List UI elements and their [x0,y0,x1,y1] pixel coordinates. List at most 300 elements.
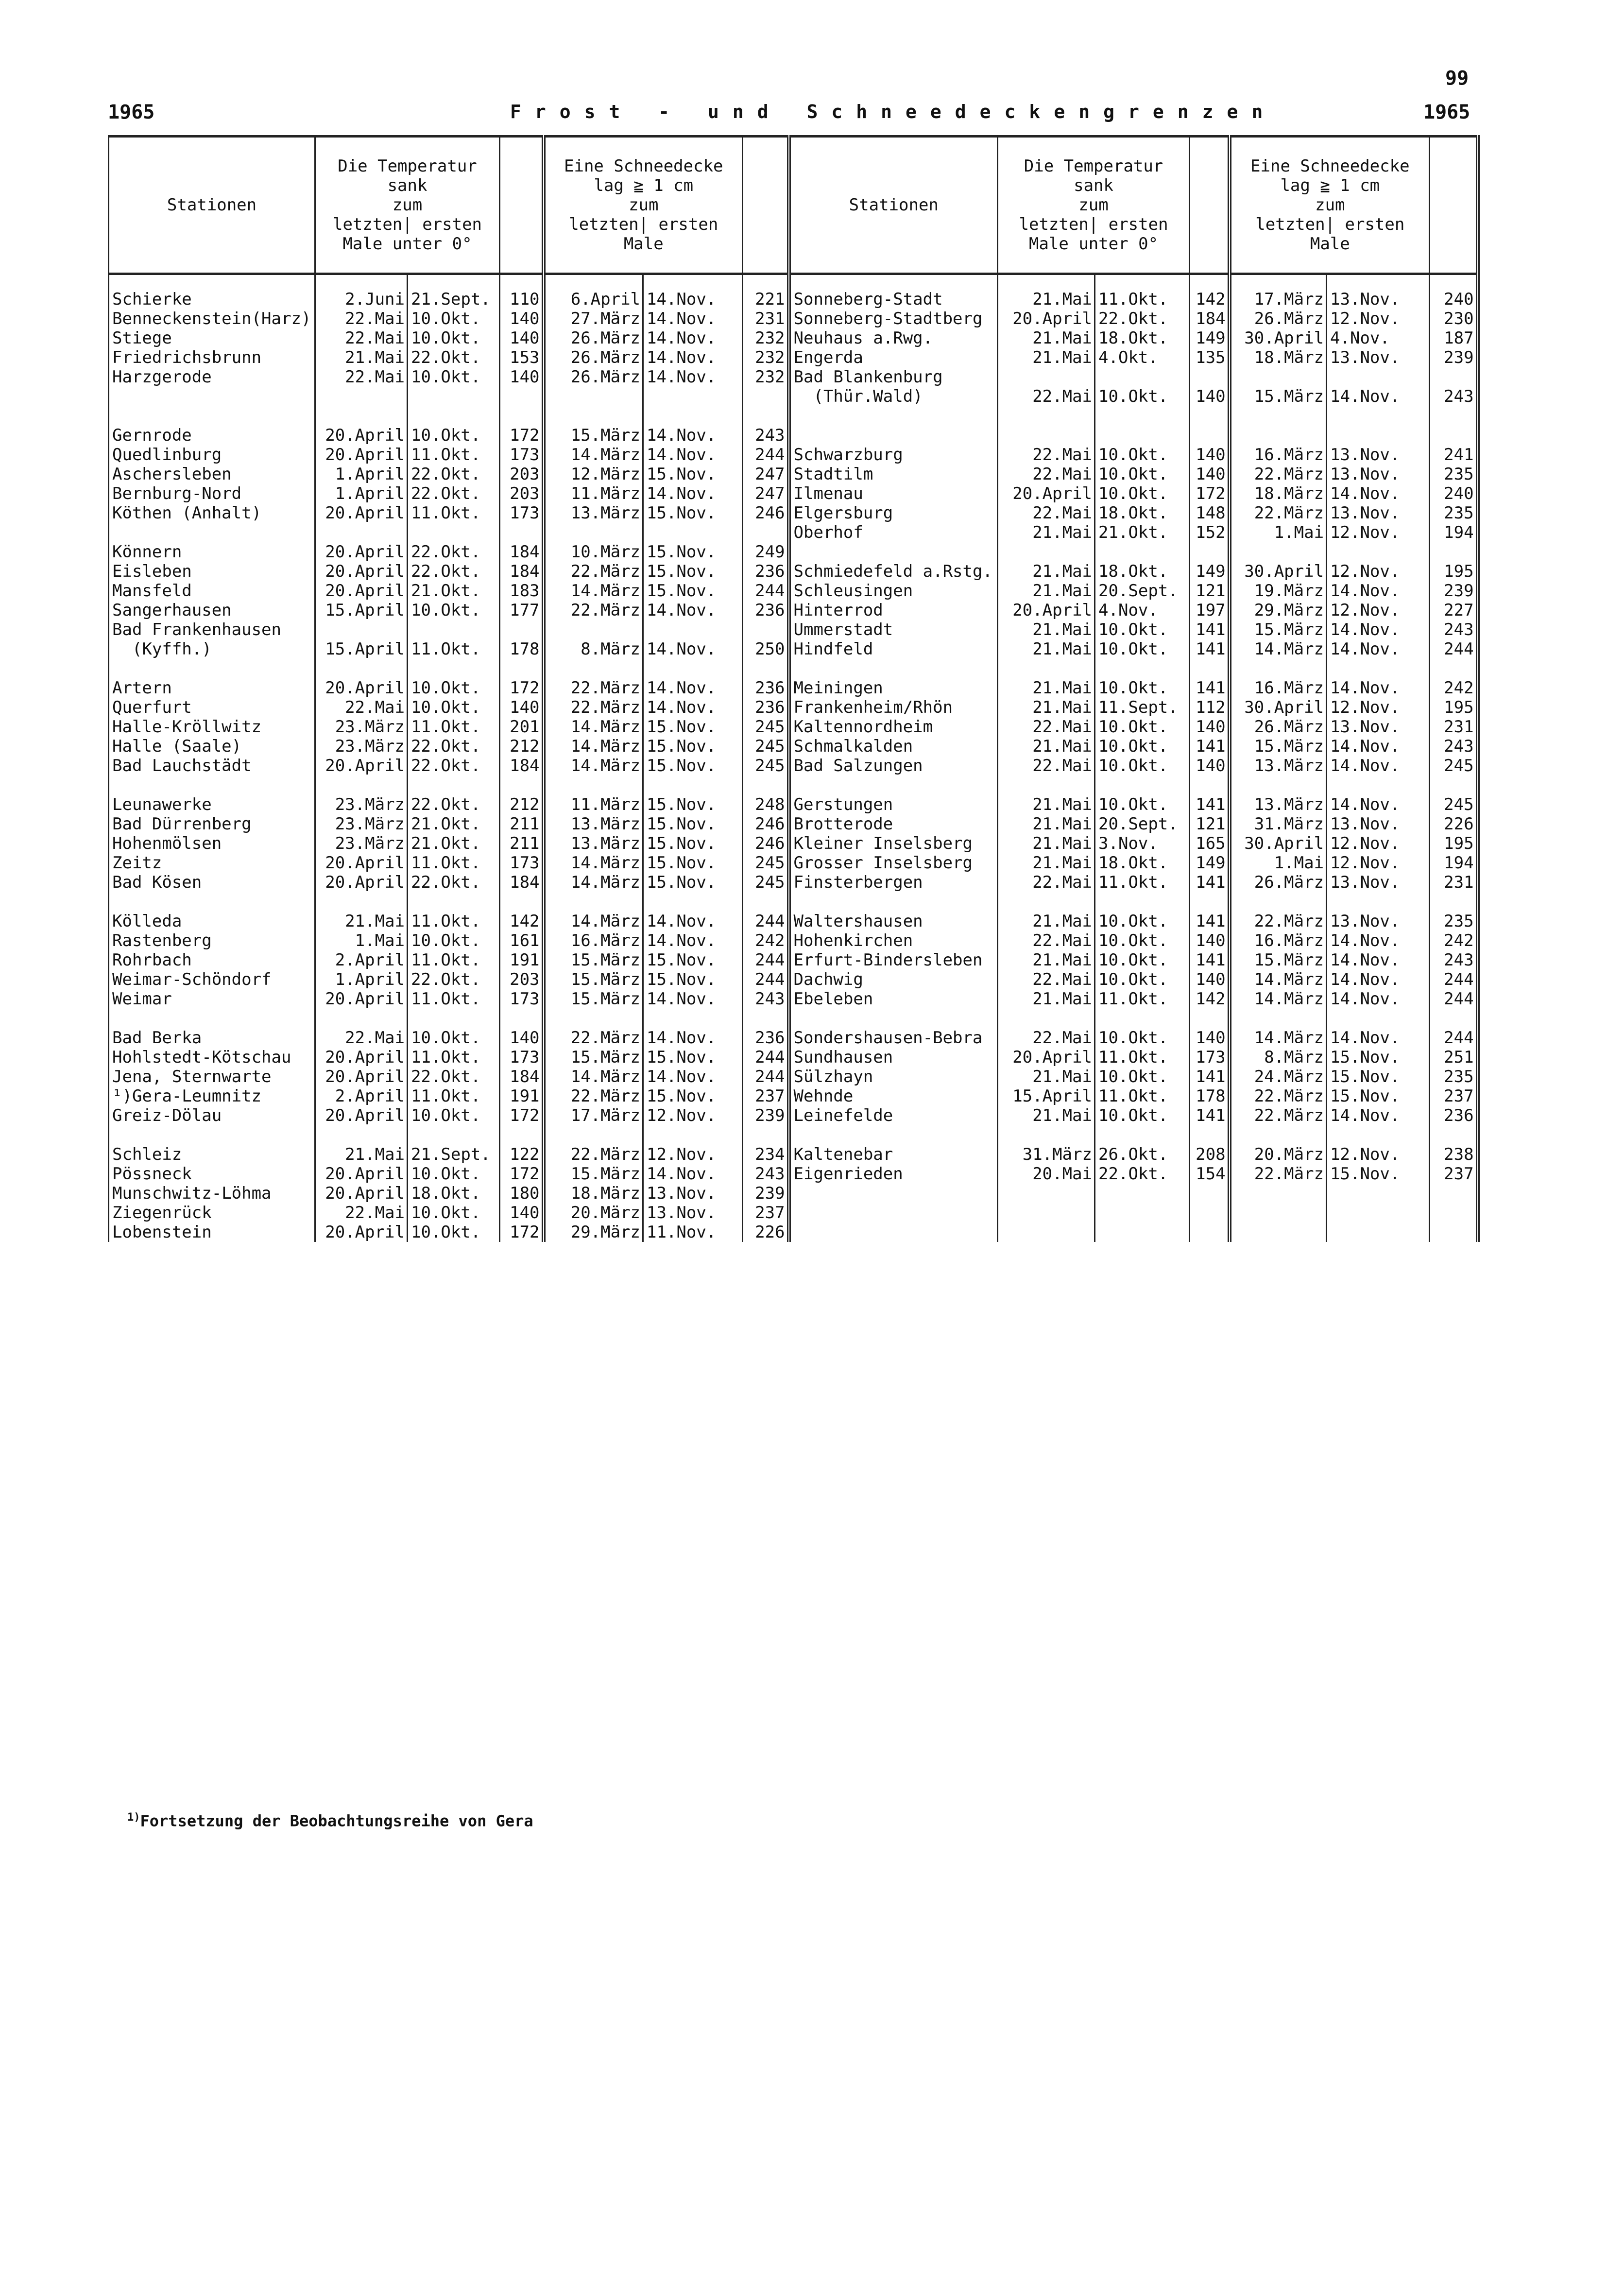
cell-left: 249 [743,542,789,562]
cell-left: 1.April [315,970,408,989]
cell-right: 10.Okt. [1095,678,1190,698]
cell-right [1095,542,1190,562]
cell-left: 22.Okt. [408,348,500,367]
cell-right: 21.Mai [998,989,1095,1009]
cell-right [1327,1203,1430,1223]
cell-right [998,1203,1095,1223]
cell-left: 22.Mai [315,698,408,717]
cell-left: 201 [500,717,544,737]
cell-left: 191 [500,950,544,970]
cell-right [1095,1125,1190,1145]
table-row [109,367,1478,387]
cell-left: 22.Okt. [408,542,500,562]
cell-left [743,1009,789,1028]
cell-left: 15.Nov. [643,1086,743,1106]
cell-left: 23.März [315,737,408,756]
cell-left: 231 [743,309,789,328]
cell-left: 247 [743,484,789,503]
cell-right [1230,1203,1327,1223]
cell-left: 15.März [544,1048,643,1067]
cell-right [1230,542,1327,562]
table-row [109,698,1478,717]
cell-right: 10.Okt. [1095,465,1190,484]
cell-right: 21.Okt. [1095,523,1190,542]
cell-right: 244 [1430,1028,1478,1048]
cell-right: 18.Okt. [1095,503,1190,523]
cell-left: 14.Nov. [643,1164,743,1184]
cell-left [743,406,789,426]
cell-left: 13.März [544,834,643,853]
cell-left: 22.März [544,562,643,581]
cell-left: 20.April [315,426,408,445]
cell-right: 178 [1190,1086,1230,1106]
cell-left: 11.Okt. [408,950,500,970]
cell-left: 172 [500,1223,544,1242]
cell-left: 14.Nov. [643,328,743,348]
cell-right: 4.Okt. [1095,348,1190,367]
table-row [109,1028,1478,1048]
cell-left: 11.Okt. [408,503,500,523]
cell-right: 12.Nov. [1327,834,1430,853]
cell-right: 20.Sept. [1095,814,1190,834]
cell-right: 142 [1190,989,1230,1009]
cell-left: 10.Okt. [408,367,500,387]
table-row [109,620,1478,639]
table-row [109,775,1478,795]
cell-right: (Thür.Wald) [789,387,998,406]
cell-left: 15.Nov. [643,814,743,834]
cell-left: 20.April [315,678,408,698]
cell-left: 8.März [544,639,643,659]
cell-left [743,1125,789,1145]
cell-right: 10.Okt. [1095,1067,1190,1086]
cell-right: 10.Okt. [1095,931,1190,950]
cell-left [643,659,743,678]
cell-left [315,1125,408,1145]
cell-right: 245 [1430,756,1478,775]
cell-left: 22.Mai [315,1203,408,1223]
cell-left: Querfurt [109,698,315,717]
cell-right: 140 [1190,717,1230,737]
cell-left [544,406,643,426]
cell-left: 14.Nov. [643,639,743,659]
cell-left: 14.Nov. [643,445,743,465]
cell-left: Sangerhausen [109,601,315,620]
cell-left: 12.Nov. [643,1145,743,1164]
cell-right: Neuhaus a.Rwg. [789,328,998,348]
cell-left: 239 [743,1184,789,1203]
cell-left: 22.März [544,1028,643,1048]
table-row [109,1086,1478,1106]
table-row [109,1223,1478,1242]
cell-left [643,892,743,912]
cell-right: 194 [1430,853,1478,873]
cell-right: 20.März [1230,1145,1327,1164]
cell-right: 15.März [1230,737,1327,756]
cell-right: Ebeleben [789,989,998,1009]
cell-left: 14.März [544,912,643,931]
cell-right [789,1184,998,1203]
cell-left: Hohlstedt-Kötschau [109,1048,315,1067]
cell-left: 122 [500,1145,544,1164]
cell-right: 22.Mai [998,756,1095,775]
cell-right: 31.März [1230,814,1327,834]
cell-right: 195 [1430,834,1478,853]
cell-left: 173 [500,503,544,523]
cell-right [789,775,998,795]
cell-right: 14.Nov. [1327,970,1430,989]
page-number: 99 [1445,67,1469,89]
cell-right: 22.Okt. [1095,1164,1190,1184]
cell-left: Halle (Saale) [109,737,315,756]
cell-right [1190,775,1230,795]
cell-right: 141 [1190,873,1230,892]
cell-left [643,620,743,639]
cell-left [315,406,408,426]
cell-left: 221 [743,274,789,310]
cell-left [408,387,500,406]
cell-right: 14.Nov. [1327,795,1430,814]
cell-right: 245 [1430,795,1478,814]
cell-right [1327,426,1430,445]
cell-right [1095,1223,1190,1242]
cell-right: 237 [1430,1164,1478,1184]
cell-right: 10.Okt. [1095,717,1190,737]
cell-right: 21.Mai [998,523,1095,542]
cell-left [643,1125,743,1145]
table-header-row [109,137,1478,274]
cell-left: 15.Nov. [643,795,743,814]
cell-left: Quedlinburg [109,445,315,465]
cell-left [408,659,500,678]
cell-right [1095,426,1190,445]
cell-left: Zeitz [109,853,315,873]
cell-left: 15.Nov. [643,834,743,853]
cell-left: 14.März [544,756,643,775]
cell-left: Bad Kösen [109,873,315,892]
table-row [109,834,1478,853]
cell-right [1230,367,1327,387]
cell-left: Pössneck [109,1164,315,1184]
cell-left: 140 [500,367,544,387]
table-row [109,717,1478,737]
cell-right: 22.März [1230,465,1327,484]
cell-left [500,1009,544,1028]
cell-right: 11.Okt. [1095,1086,1190,1106]
cell-left: 173 [500,989,544,1009]
cell-right [1430,1009,1478,1028]
table-row [109,581,1478,601]
cell-right: 12.Nov. [1327,309,1430,328]
cell-left: Hohenmölsen [109,834,315,853]
cell-right [789,1125,998,1145]
cell-left: 14.März [544,445,643,465]
cell-right [1430,1223,1478,1242]
cell-right: 154 [1190,1164,1230,1184]
cell-left: 18.Okt. [408,1184,500,1203]
cell-left [544,387,643,406]
footnote-text: Fortsetzung der Beobachtungsreihe von Gera [140,1811,533,1830]
cell-left: 15.März [544,950,643,970]
cell-left [743,775,789,795]
cell-left: 246 [743,503,789,523]
cell-left: 243 [743,426,789,445]
cell-left: 11.Okt. [408,1048,500,1067]
cell-left: Bad Berka [109,1028,315,1048]
cell-right: Engerda [789,348,998,367]
cell-right: 14.Nov. [1327,620,1430,639]
cell-right: 22.März [1230,503,1327,523]
cell-left [500,659,544,678]
cell-left: 11.Okt. [408,1086,500,1106]
table-row [109,853,1478,873]
cell-right: 21.Mai [998,853,1095,873]
cell-left [315,892,408,912]
cell-left: 21.Mai [315,912,408,931]
cell-left [408,406,500,426]
cell-left: 21.Okt. [408,834,500,853]
cell-left: 10.Okt. [408,1203,500,1223]
table-row [109,931,1478,950]
cell-left: 27.März [544,309,643,328]
cell-right: Oberhof [789,523,998,542]
cell-left: 13.März [544,503,643,523]
cell-left: 13.Nov. [643,1203,743,1223]
cell-right: 140 [1190,1028,1230,1048]
cell-left: 140 [500,309,544,328]
cell-left: 14.Nov. [643,274,743,310]
table-row [109,1048,1478,1067]
cell-right: 235 [1430,465,1478,484]
cell-right: Eigenrieden [789,1164,998,1184]
cell-left [500,620,544,639]
cell-right [1430,659,1478,678]
cell-left: 173 [500,445,544,465]
table-row [109,659,1478,678]
cell-left: 21.Sept. [408,1145,500,1164]
cell-right [1190,367,1230,387]
cell-left: 203 [500,970,544,989]
table-row [109,737,1478,756]
cell-right: 244 [1430,970,1478,989]
cell-left: 10.Okt. [408,1164,500,1184]
cell-left: 172 [500,1164,544,1184]
cell-left: 22.März [544,698,643,717]
cell-right: 13.Nov. [1327,465,1430,484]
cell-left: 140 [500,698,544,717]
cell-right [1230,406,1327,426]
cell-right: 230 [1430,309,1478,328]
cell-right: 243 [1430,737,1478,756]
cell-right: 226 [1430,814,1478,834]
cell-right: 22.März [1230,1164,1327,1184]
table-row [109,970,1478,989]
cell-left: 23.März [315,814,408,834]
cell-right: 14.Nov. [1327,756,1430,775]
cell-right: 22.Mai [998,503,1095,523]
cell-left: Bad Lauchstädt [109,756,315,775]
table-row [109,348,1478,367]
cell-left [408,892,500,912]
cell-left [643,523,743,542]
cell-left: 15.April [315,639,408,659]
cell-right [1190,1184,1230,1203]
cell-left [643,775,743,795]
cell-right: 14.Nov. [1327,931,1430,950]
cell-right [789,892,998,912]
cell-right [998,367,1095,387]
cell-left: 29.März [544,1223,643,1242]
cell-right: 227 [1430,601,1478,620]
cell-right: 141 [1190,912,1230,931]
table-row [109,950,1478,970]
cell-right [998,1009,1095,1028]
cell-left: 20.April [315,503,408,523]
cell-right: 195 [1430,562,1478,581]
cell-right: 30.April [1230,562,1327,581]
cell-left: 245 [743,717,789,737]
cell-left: 11.Okt. [408,912,500,931]
cell-left: 14.März [544,1067,643,1086]
cell-right: 149 [1190,853,1230,873]
table-row [109,1009,1478,1028]
cell-right: 15.März [1230,950,1327,970]
cell-left: 2.April [315,950,408,970]
cell-right [998,406,1095,426]
cell-right [1230,775,1327,795]
cell-right: 13.Nov. [1327,348,1430,367]
cell-right [1430,775,1478,795]
cell-right [1430,426,1478,445]
cell-right: 10.Okt. [1095,1106,1190,1125]
cell-right [998,1223,1095,1242]
cell-left: 245 [743,756,789,775]
cell-right: 140 [1190,465,1230,484]
cell-right [1095,659,1190,678]
cell-left: Schierke [109,274,315,310]
cell-right: 21.Mai [998,274,1095,310]
cell-right: 22.Mai [998,970,1095,989]
table-row [109,989,1478,1009]
cell-right [1230,1125,1327,1145]
cell-right: 20.April [998,601,1095,620]
cell-right [1095,775,1190,795]
cell-left: 237 [743,1203,789,1223]
cell-right: 208 [1190,1145,1230,1164]
cell-left [408,620,500,639]
table-row [109,1145,1478,1164]
cell-right [1430,406,1478,426]
cell-left: 14.Nov. [643,1067,743,1086]
cell-right: 13.März [1230,795,1327,814]
cell-left [743,620,789,639]
cell-right: 14.Nov. [1327,387,1430,406]
cell-left: 22.Okt. [408,737,500,756]
cell-right [1190,1125,1230,1145]
cell-left: 191 [500,1086,544,1106]
cell-right [1430,367,1478,387]
cell-left [643,406,743,426]
cell-left: 247 [743,465,789,484]
cell-right: 21.Mai [998,348,1095,367]
cell-right: 14.Nov. [1327,639,1430,659]
cell-left: 22.Okt. [408,795,500,814]
cell-left: 244 [743,445,789,465]
cell-right: 140 [1190,931,1230,950]
cell-left: 172 [500,678,544,698]
cell-right: 3.Nov. [1095,834,1190,853]
cell-left: 10.Okt. [408,931,500,950]
table-row [109,1067,1478,1086]
cell-left [500,387,544,406]
cell-left: Munschwitz-Löhma [109,1184,315,1203]
cell-right: 239 [1430,581,1478,601]
cell-left: 22.März [544,678,643,698]
cell-left: Schleiz [109,1145,315,1164]
table-row [109,892,1478,912]
cell-left: 234 [743,1145,789,1164]
cell-left: Aschersleben [109,465,315,484]
cell-left: 20.April [315,853,408,873]
cell-left: 246 [743,814,789,834]
cell-left: Jena, Sternwarte [109,1067,315,1086]
cell-right [1190,542,1230,562]
cell-left [500,892,544,912]
cell-left: 177 [500,601,544,620]
cell-left: 11.Okt. [408,717,500,737]
cell-left: 22.Mai [315,1028,408,1048]
cell-right: 29.März [1230,601,1327,620]
cell-right: 237 [1430,1086,1478,1106]
cell-left: 203 [500,465,544,484]
cell-left [315,1009,408,1028]
cell-right [1327,892,1430,912]
cell-right [1430,1184,1478,1203]
table-row [109,274,1478,310]
cell-left: Bad Dürrenberg [109,814,315,834]
cell-right: 242 [1430,678,1478,698]
cell-right [1327,1184,1430,1203]
cell-left: 15.März [544,989,643,1009]
cell-left: 14.Nov. [643,1028,743,1048]
cell-left: Harzgerode [109,367,315,387]
cell-right: 14.Nov. [1327,1106,1430,1125]
cell-left: 142 [500,912,544,931]
cell-right: 8.März [1230,1048,1327,1067]
cell-left: 14.Nov. [643,601,743,620]
cell-left: 14.März [544,581,643,601]
cell-left: 13.Nov. [643,1184,743,1203]
cell-left [315,387,408,406]
cell-left: 15.Nov. [643,970,743,989]
cell-right: 238 [1430,1145,1478,1164]
cell-right: Stadtilm [789,465,998,484]
cell-right [998,775,1095,795]
cell-left: 15.März [544,970,643,989]
cell-left: 20.März [544,1203,643,1223]
cell-left [109,659,315,678]
cell-left: ¹)Gera-Leumnitz [109,1086,315,1106]
cell-right: 13.Nov. [1327,912,1430,931]
frost-snow-table [108,135,1480,1242]
cell-right: 241 [1430,445,1478,465]
cell-right: 19.März [1230,581,1327,601]
cell-right: 12.Nov. [1327,698,1430,717]
cell-right: 141 [1190,950,1230,970]
cell-left: 244 [743,1067,789,1086]
cell-left: 11.Okt. [408,639,500,659]
cell-right: 14.Nov. [1327,581,1430,601]
